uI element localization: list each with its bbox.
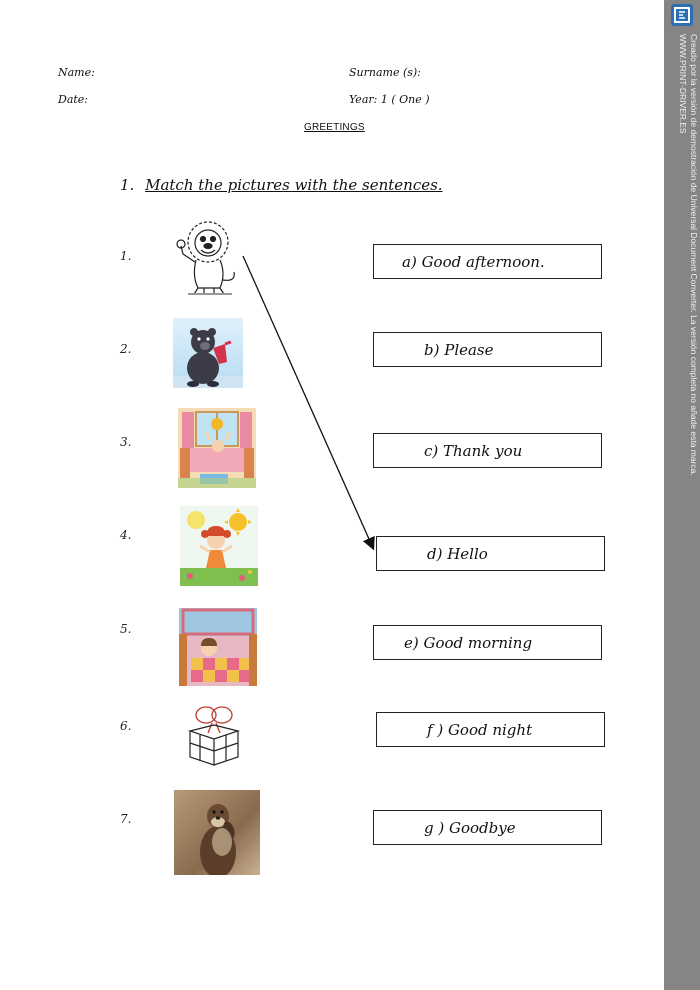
answer-label: c) Thank you — [424, 441, 523, 460]
answer-label: f ) Good night — [427, 720, 533, 739]
answer-label: g ) Goodbye — [424, 818, 516, 837]
name-label: Name: — [58, 66, 95, 79]
item-number: 3. — [120, 435, 132, 449]
answer-label: e) Good morning — [404, 633, 533, 652]
item-number: 2. — [120, 342, 132, 356]
item-number: 6. — [120, 719, 132, 733]
converter-logo-icon — [671, 4, 693, 26]
answer-label: d) Hello — [427, 544, 488, 563]
watermark-line1: Creado por la versión de demostración de Universal Document Converter. La versión completa no añade esta marca. — [689, 34, 699, 476]
watermark-line2[interactable]: WWW.PRINT-DRIVER.ES — [678, 34, 688, 134]
item-number: 1. — [120, 249, 132, 263]
item-number: 5. — [120, 622, 132, 636]
exercise-number: 1. — [120, 176, 135, 194]
surname-label: Surname (s): — [349, 66, 421, 79]
watermark-text — [669, 34, 699, 974]
date-label: Date: — [58, 93, 89, 106]
item-number: 4. — [120, 528, 132, 542]
answer-label: a) Good afternoon. — [402, 252, 545, 271]
answer-label: b) Please — [424, 340, 494, 359]
exercise-text: Match the pictures with the sentences. — [145, 176, 443, 194]
year-label: Year: 1 ( One ) — [349, 93, 430, 106]
item-number: 7. — [120, 812, 132, 826]
page-title: GREETINGS — [304, 122, 365, 133]
